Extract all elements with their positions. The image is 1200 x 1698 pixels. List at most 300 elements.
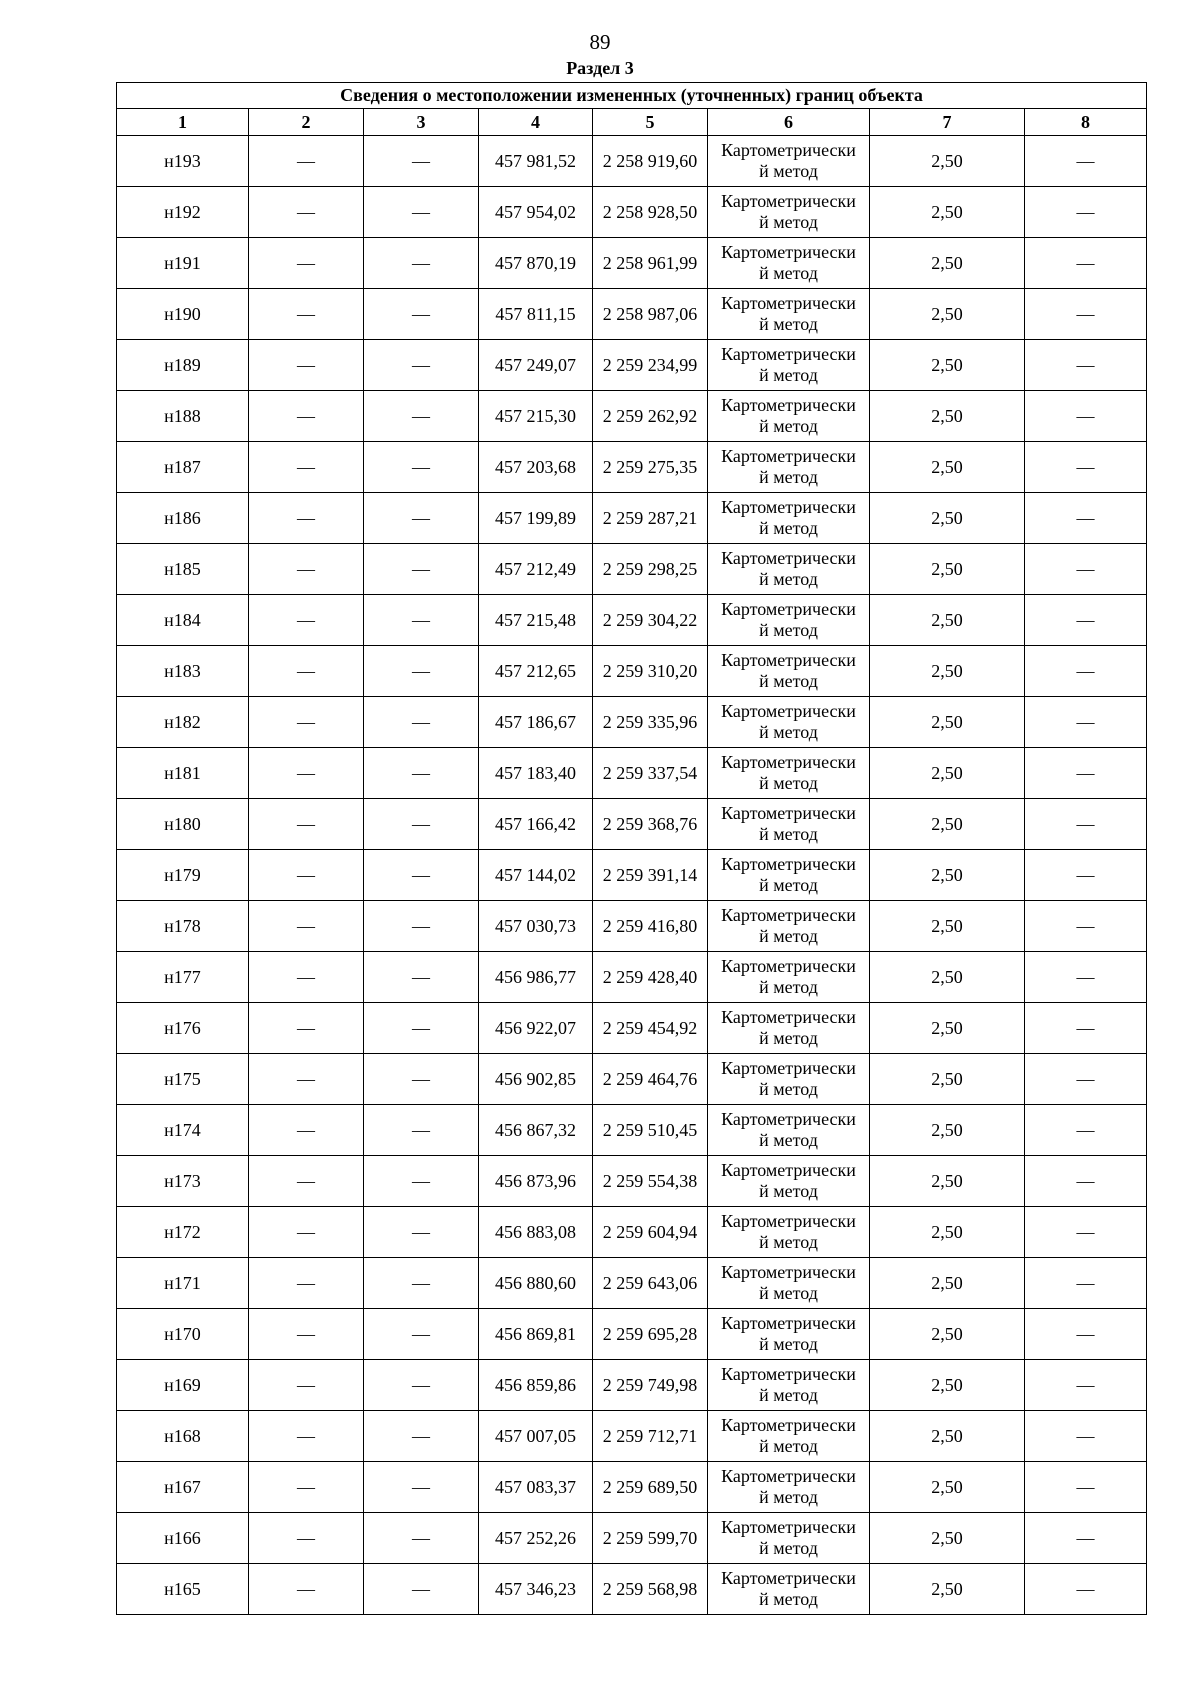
method-text-line: й метод <box>759 671 818 691</box>
method-text-line: Картометрически <box>721 1466 856 1486</box>
point-number-cell: н191 <box>117 238 249 289</box>
point-number-cell: н181 <box>117 748 249 799</box>
accuracy-cell: 2,50 <box>870 952 1025 1003</box>
empty-value-cell: — <box>249 289 364 340</box>
table-row <box>117 1156 1147 1207</box>
empty-value-cell: — <box>1025 1513 1147 1564</box>
x-coordinate-cell: 457 811,15 <box>479 289 593 340</box>
method-text-line: й метод <box>759 1538 818 1558</box>
method-text-line: Картометрически <box>721 497 856 517</box>
empty-value-cell: — <box>364 493 479 544</box>
point-number-cell: н166 <box>117 1513 249 1564</box>
empty-value-cell: — <box>249 1564 364 1615</box>
table-row <box>117 289 1147 340</box>
empty-value-cell: — <box>1025 493 1147 544</box>
method-text-line: й метод <box>759 212 818 232</box>
method-text-line: й метод <box>759 1181 818 1201</box>
empty-value-cell: — <box>1025 238 1147 289</box>
method-text-line: й метод <box>759 161 818 181</box>
method-cell <box>708 1309 870 1360</box>
point-number-cell: н173 <box>117 1156 249 1207</box>
empty-value-cell: — <box>364 799 479 850</box>
method-text-line: Картометрически <box>721 242 856 262</box>
method-cell <box>708 391 870 442</box>
empty-value-cell: — <box>249 1513 364 1564</box>
empty-value-cell: — <box>249 1156 364 1207</box>
y-coordinate-cell: 2 259 337,54 <box>593 748 708 799</box>
y-coordinate-cell: 2 259 304,22 <box>593 595 708 646</box>
x-coordinate-cell: 457 186,67 <box>479 697 593 748</box>
x-coordinate-cell: 456 902,85 <box>479 1054 593 1105</box>
point-number-cell: н171 <box>117 1258 249 1309</box>
method-cell <box>708 493 870 544</box>
accuracy-cell: 2,50 <box>870 1105 1025 1156</box>
empty-value-cell: — <box>364 901 479 952</box>
table-row <box>117 1564 1147 1615</box>
method-text-line: й метод <box>759 1283 818 1303</box>
empty-value-cell: — <box>364 850 479 901</box>
accuracy-cell: 2,50 <box>870 1462 1025 1513</box>
point-number-cell: н168 <box>117 1411 249 1462</box>
method-cell <box>708 442 870 493</box>
x-coordinate-cell: 456 869,81 <box>479 1309 593 1360</box>
accuracy-cell: 2,50 <box>870 544 1025 595</box>
method-text-line: й метод <box>759 824 818 844</box>
accuracy-cell: 2,50 <box>870 595 1025 646</box>
empty-value-cell: — <box>364 544 479 595</box>
table-row <box>117 340 1147 391</box>
table-caption: Сведения о местоположении измененных (уточненных) границ объекта <box>117 83 1147 109</box>
method-text-line: Картометрически <box>721 650 856 670</box>
point-number-cell: н176 <box>117 1003 249 1054</box>
column-number: 7 <box>870 109 1025 136</box>
empty-value-cell: — <box>1025 391 1147 442</box>
empty-value-cell: — <box>249 1411 364 1462</box>
table-body <box>117 136 1147 1615</box>
method-cell <box>708 1411 870 1462</box>
empty-value-cell: — <box>249 1105 364 1156</box>
table-row <box>117 646 1147 697</box>
x-coordinate-cell: 457 166,42 <box>479 799 593 850</box>
method-cell <box>708 136 870 187</box>
empty-value-cell: — <box>249 442 364 493</box>
x-coordinate-cell: 457 215,48 <box>479 595 593 646</box>
method-text-line: й метод <box>759 467 818 487</box>
table-row <box>117 952 1147 1003</box>
point-number-cell: н185 <box>117 544 249 595</box>
method-text-line: й метод <box>759 518 818 538</box>
method-text-line: Картометрически <box>721 1262 856 1282</box>
page-number: 89 <box>589 30 611 54</box>
y-coordinate-cell: 2 259 749,98 <box>593 1360 708 1411</box>
empty-value-cell: — <box>1025 340 1147 391</box>
empty-value-cell: — <box>364 289 479 340</box>
accuracy-cell: 2,50 <box>870 748 1025 799</box>
x-coordinate-cell: 457 981,52 <box>479 136 593 187</box>
accuracy-cell: 2,50 <box>870 1258 1025 1309</box>
table-row <box>117 1258 1147 1309</box>
table-row <box>117 136 1147 187</box>
method-cell <box>708 1207 870 1258</box>
method-text-line: Картометрически <box>721 1109 856 1129</box>
y-coordinate-cell: 2 258 919,60 <box>593 136 708 187</box>
table-row <box>117 1513 1147 1564</box>
y-coordinate-cell: 2 259 275,35 <box>593 442 708 493</box>
method-cell <box>708 901 870 952</box>
accuracy-cell: 2,50 <box>870 1360 1025 1411</box>
empty-value-cell: — <box>1025 136 1147 187</box>
method-text-line: Картометрически <box>721 446 856 466</box>
column-number-row <box>117 109 1147 136</box>
x-coordinate-cell: 457 007,05 <box>479 1411 593 1462</box>
x-coordinate-cell: 456 883,08 <box>479 1207 593 1258</box>
empty-value-cell: — <box>364 136 479 187</box>
empty-value-cell: — <box>364 340 479 391</box>
empty-value-cell: — <box>249 646 364 697</box>
empty-value-cell: — <box>1025 952 1147 1003</box>
column-number: 2 <box>249 109 364 136</box>
table-row <box>117 1003 1147 1054</box>
y-coordinate-cell: 2 259 568,98 <box>593 1564 708 1615</box>
y-coordinate-cell: 2 258 961,99 <box>593 238 708 289</box>
empty-value-cell: — <box>1025 1156 1147 1207</box>
empty-value-cell: — <box>249 238 364 289</box>
x-coordinate-cell: 457 870,19 <box>479 238 593 289</box>
method-text-line: й метод <box>759 1232 818 1252</box>
point-number-cell: н167 <box>117 1462 249 1513</box>
section-title: Раздел 3 <box>566 58 634 78</box>
column-number: 3 <box>364 109 479 136</box>
method-text-line: й метод <box>759 1334 818 1354</box>
x-coordinate-cell: 457 212,65 <box>479 646 593 697</box>
empty-value-cell: — <box>249 340 364 391</box>
method-text-line: Картометрически <box>721 1568 856 1588</box>
method-text-line: й метод <box>759 314 818 334</box>
empty-value-cell: — <box>1025 187 1147 238</box>
empty-value-cell: — <box>1025 289 1147 340</box>
y-coordinate-cell: 2 259 391,14 <box>593 850 708 901</box>
empty-value-cell: — <box>364 1156 479 1207</box>
method-cell <box>708 238 870 289</box>
x-coordinate-cell: 456 986,77 <box>479 952 593 1003</box>
empty-value-cell: — <box>249 1360 364 1411</box>
table-row <box>117 1360 1147 1411</box>
accuracy-cell: 2,50 <box>870 1207 1025 1258</box>
method-cell <box>708 748 870 799</box>
empty-value-cell: — <box>364 748 479 799</box>
x-coordinate-cell: 457 183,40 <box>479 748 593 799</box>
method-text-line: Картометрически <box>721 905 856 925</box>
method-text-line: Картометрически <box>721 1007 856 1027</box>
point-number-cell: н170 <box>117 1309 249 1360</box>
method-text-line: й метод <box>759 722 818 742</box>
point-number-cell: н180 <box>117 799 249 850</box>
empty-value-cell: — <box>249 187 364 238</box>
coordinates-table <box>116 82 1147 1615</box>
empty-value-cell: — <box>249 799 364 850</box>
method-text-line: Картометрически <box>721 293 856 313</box>
method-text-line: Картометрически <box>721 752 856 772</box>
table-row <box>117 850 1147 901</box>
column-number: 5 <box>593 109 708 136</box>
method-text-line: Картометрически <box>721 1160 856 1180</box>
table-row <box>117 1207 1147 1258</box>
empty-value-cell: — <box>249 901 364 952</box>
empty-value-cell: — <box>364 1462 479 1513</box>
method-text-line: Картометрически <box>721 956 856 976</box>
empty-value-cell: — <box>1025 1054 1147 1105</box>
method-text-line: Картометрически <box>721 1313 856 1333</box>
accuracy-cell: 2,50 <box>870 901 1025 952</box>
x-coordinate-cell: 456 873,96 <box>479 1156 593 1207</box>
y-coordinate-cell: 2 259 234,99 <box>593 340 708 391</box>
method-cell <box>708 1258 870 1309</box>
method-text-line: й метод <box>759 875 818 895</box>
y-coordinate-cell: 2 259 298,25 <box>593 544 708 595</box>
y-coordinate-cell: 2 259 454,92 <box>593 1003 708 1054</box>
y-coordinate-cell: 2 259 712,71 <box>593 1411 708 1462</box>
empty-value-cell: — <box>364 1105 479 1156</box>
empty-value-cell: — <box>364 187 479 238</box>
method-text-line: Картометрически <box>721 140 856 160</box>
x-coordinate-cell: 457 203,68 <box>479 442 593 493</box>
accuracy-cell: 2,50 <box>870 1054 1025 1105</box>
empty-value-cell: — <box>364 1564 479 1615</box>
empty-value-cell: — <box>249 595 364 646</box>
table-row <box>117 697 1147 748</box>
empty-value-cell: — <box>249 136 364 187</box>
y-coordinate-cell: 2 259 368,76 <box>593 799 708 850</box>
y-coordinate-cell: 2 259 695,28 <box>593 1309 708 1360</box>
method-text-line: й метод <box>759 1079 818 1099</box>
empty-value-cell: — <box>1025 1207 1147 1258</box>
table-row <box>117 187 1147 238</box>
method-text-line: й метод <box>759 1028 818 1048</box>
x-coordinate-cell: 457 252,26 <box>479 1513 593 1564</box>
empty-value-cell: — <box>1025 1462 1147 1513</box>
y-coordinate-cell: 2 258 987,06 <box>593 289 708 340</box>
empty-value-cell: — <box>364 1003 479 1054</box>
point-number-cell: н182 <box>117 697 249 748</box>
column-number: 6 <box>708 109 870 136</box>
point-number-cell: н188 <box>117 391 249 442</box>
empty-value-cell: — <box>249 391 364 442</box>
table-row <box>117 442 1147 493</box>
accuracy-cell: 2,50 <box>870 1003 1025 1054</box>
empty-value-cell: — <box>249 1054 364 1105</box>
accuracy-cell: 2,50 <box>870 442 1025 493</box>
method-cell <box>708 952 870 1003</box>
x-coordinate-cell: 457 215,30 <box>479 391 593 442</box>
accuracy-cell: 2,50 <box>870 187 1025 238</box>
point-number-cell: н187 <box>117 442 249 493</box>
point-number-cell: н192 <box>117 187 249 238</box>
empty-value-cell: — <box>364 391 479 442</box>
x-coordinate-cell: 457 212,49 <box>479 544 593 595</box>
x-coordinate-cell: 456 867,32 <box>479 1105 593 1156</box>
method-cell <box>708 187 870 238</box>
method-text-line: й метод <box>759 1589 818 1609</box>
method-cell <box>708 799 870 850</box>
point-number-cell: н179 <box>117 850 249 901</box>
method-text-line: й метод <box>759 773 818 793</box>
point-number-cell: н183 <box>117 646 249 697</box>
empty-value-cell: — <box>1025 850 1147 901</box>
x-coordinate-cell: 457 346,23 <box>479 1564 593 1615</box>
accuracy-cell: 2,50 <box>870 136 1025 187</box>
method-text-line: Картометрически <box>721 599 856 619</box>
empty-value-cell: — <box>1025 1003 1147 1054</box>
empty-value-cell: — <box>1025 1105 1147 1156</box>
table-row <box>117 544 1147 595</box>
method-cell <box>708 1513 870 1564</box>
table-row <box>117 799 1147 850</box>
method-text-line: Картометрически <box>721 854 856 874</box>
table-row <box>117 391 1147 442</box>
method-text-line: й метод <box>759 1385 818 1405</box>
accuracy-cell: 2,50 <box>870 850 1025 901</box>
empty-value-cell: — <box>364 1309 479 1360</box>
accuracy-cell: 2,50 <box>870 697 1025 748</box>
point-number-cell: н169 <box>117 1360 249 1411</box>
empty-value-cell: — <box>1025 901 1147 952</box>
x-coordinate-cell: 457 954,02 <box>479 187 593 238</box>
method-text-line: й метод <box>759 1436 818 1456</box>
method-cell <box>708 697 870 748</box>
table-row <box>117 1105 1147 1156</box>
y-coordinate-cell: 2 259 599,70 <box>593 1513 708 1564</box>
method-text-line: Картометрически <box>721 1415 856 1435</box>
empty-value-cell: — <box>249 850 364 901</box>
method-text-line: й метод <box>759 1130 818 1150</box>
y-coordinate-cell: 2 259 554,38 <box>593 1156 708 1207</box>
empty-value-cell: — <box>1025 1564 1147 1615</box>
empty-value-cell: — <box>249 493 364 544</box>
point-number-cell: н193 <box>117 136 249 187</box>
y-coordinate-cell: 2 259 643,06 <box>593 1258 708 1309</box>
method-text-line: Картометрически <box>721 191 856 211</box>
empty-value-cell: — <box>364 595 479 646</box>
method-cell <box>708 850 870 901</box>
method-text-line: Картометрически <box>721 548 856 568</box>
empty-value-cell: — <box>1025 646 1147 697</box>
y-coordinate-cell: 2 259 604,94 <box>593 1207 708 1258</box>
accuracy-cell: 2,50 <box>870 340 1025 391</box>
table-row <box>117 901 1147 952</box>
point-number-cell: н189 <box>117 340 249 391</box>
method-cell <box>708 1156 870 1207</box>
point-number-cell: н165 <box>117 1564 249 1615</box>
empty-value-cell: — <box>364 1360 479 1411</box>
method-cell <box>708 646 870 697</box>
table-row <box>117 1309 1147 1360</box>
method-text-line: й метод <box>759 263 818 283</box>
method-text-line: Картометрически <box>721 344 856 364</box>
y-coordinate-cell: 2 259 416,80 <box>593 901 708 952</box>
empty-value-cell: — <box>364 952 479 1003</box>
empty-value-cell: — <box>249 1462 364 1513</box>
table-row <box>117 493 1147 544</box>
method-cell <box>708 340 870 391</box>
point-number-cell: н190 <box>117 289 249 340</box>
method-text-line: Картометрически <box>721 1364 856 1384</box>
empty-value-cell: — <box>249 697 364 748</box>
empty-value-cell: — <box>249 1309 364 1360</box>
x-coordinate-cell: 457 199,89 <box>479 493 593 544</box>
empty-value-cell: — <box>249 1003 364 1054</box>
y-coordinate-cell: 2 259 287,21 <box>593 493 708 544</box>
point-number-cell: н186 <box>117 493 249 544</box>
empty-value-cell: — <box>1025 442 1147 493</box>
accuracy-cell: 2,50 <box>870 799 1025 850</box>
empty-value-cell: — <box>249 1207 364 1258</box>
x-coordinate-cell: 457 083,37 <box>479 1462 593 1513</box>
x-coordinate-cell: 457 144,02 <box>479 850 593 901</box>
method-cell <box>708 1462 870 1513</box>
y-coordinate-cell: 2 259 428,40 <box>593 952 708 1003</box>
y-coordinate-cell: 2 258 928,50 <box>593 187 708 238</box>
method-text-line: й метод <box>759 365 818 385</box>
method-cell <box>708 1360 870 1411</box>
y-coordinate-cell: 2 259 335,96 <box>593 697 708 748</box>
method-cell <box>708 1105 870 1156</box>
empty-value-cell: — <box>364 1513 479 1564</box>
method-cell <box>708 1054 870 1105</box>
accuracy-cell: 2,50 <box>870 1411 1025 1462</box>
empty-value-cell: — <box>249 1258 364 1309</box>
method-cell <box>708 595 870 646</box>
empty-value-cell: — <box>1025 1360 1147 1411</box>
accuracy-cell: 2,50 <box>870 646 1025 697</box>
empty-value-cell: — <box>364 646 479 697</box>
method-text-line: й метод <box>759 926 818 946</box>
column-number: 1 <box>117 109 249 136</box>
method-text-line: Картометрически <box>721 803 856 823</box>
method-text-line: й метод <box>759 1487 818 1507</box>
accuracy-cell: 2,50 <box>870 238 1025 289</box>
method-text-line: Картометрически <box>721 395 856 415</box>
accuracy-cell: 2,50 <box>870 1156 1025 1207</box>
empty-value-cell: — <box>364 697 479 748</box>
empty-value-cell: — <box>1025 697 1147 748</box>
empty-value-cell: — <box>364 238 479 289</box>
y-coordinate-cell: 2 259 262,92 <box>593 391 708 442</box>
table-row <box>117 238 1147 289</box>
x-coordinate-cell: 456 880,60 <box>479 1258 593 1309</box>
x-coordinate-cell: 457 030,73 <box>479 901 593 952</box>
method-text-line: й метод <box>759 569 818 589</box>
method-cell <box>708 1003 870 1054</box>
accuracy-cell: 2,50 <box>870 1513 1025 1564</box>
accuracy-cell: 2,50 <box>870 1564 1025 1615</box>
accuracy-cell: 2,50 <box>870 493 1025 544</box>
empty-value-cell: — <box>1025 799 1147 850</box>
method-text-line: й метод <box>759 977 818 997</box>
empty-value-cell: — <box>364 1258 479 1309</box>
empty-value-cell: — <box>1025 544 1147 595</box>
point-number-cell: н172 <box>117 1207 249 1258</box>
y-coordinate-cell: 2 259 310,20 <box>593 646 708 697</box>
column-number: 4 <box>479 109 593 136</box>
method-cell <box>708 289 870 340</box>
empty-value-cell: — <box>1025 1309 1147 1360</box>
point-number-cell: н174 <box>117 1105 249 1156</box>
accuracy-cell: 2,50 <box>870 391 1025 442</box>
x-coordinate-cell: 457 249,07 <box>479 340 593 391</box>
table-row <box>117 1462 1147 1513</box>
method-text-line: Картометрически <box>721 1211 856 1231</box>
table-row <box>117 1054 1147 1105</box>
